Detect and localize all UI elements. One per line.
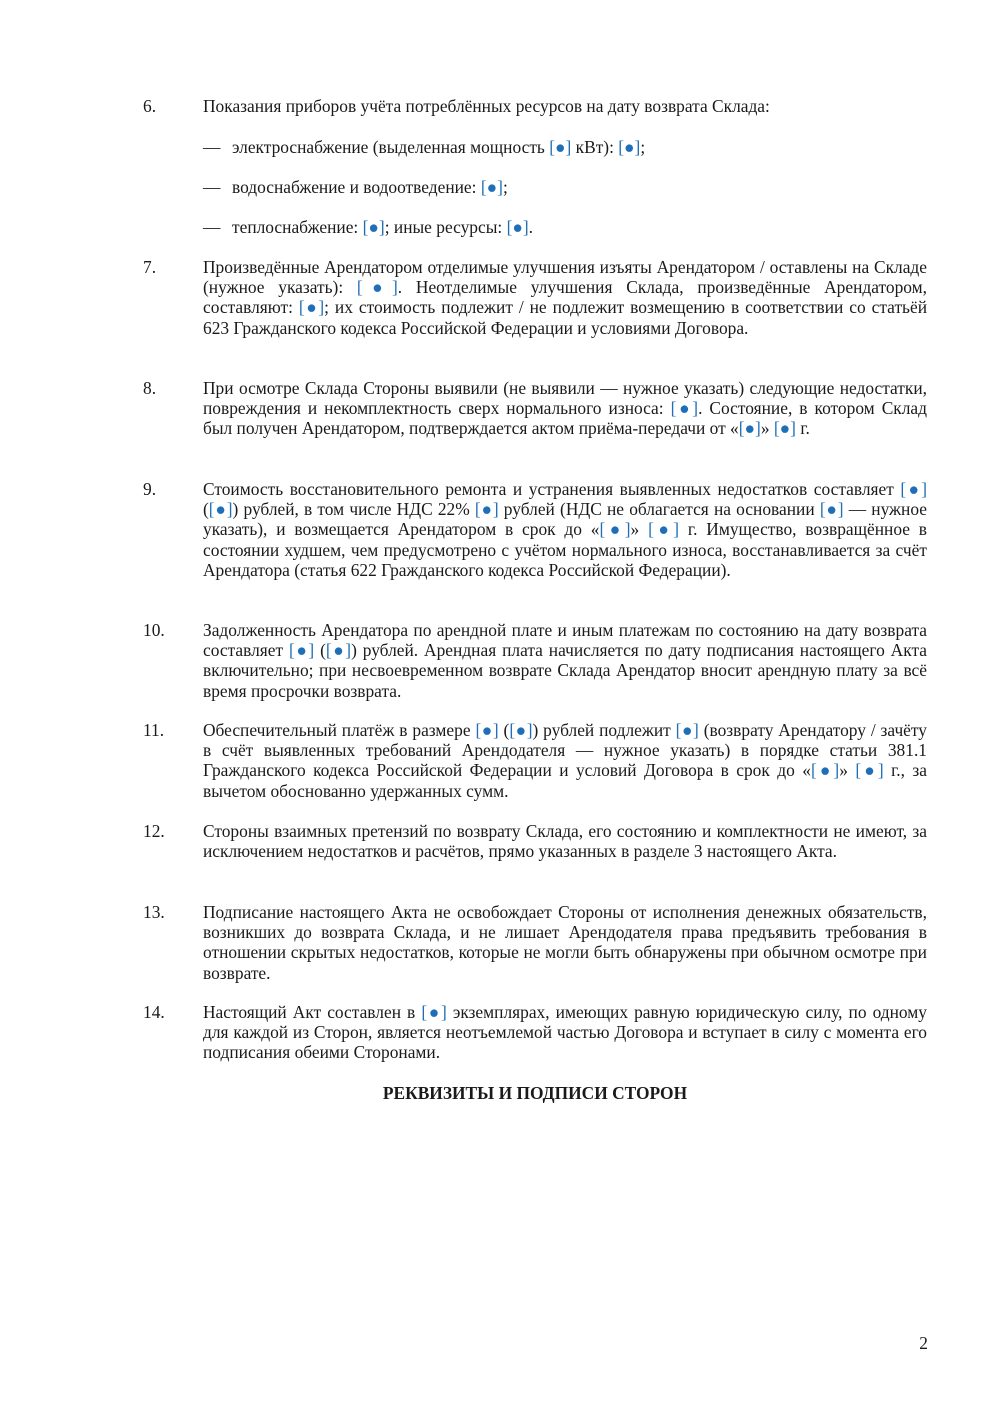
placeholder: [●] xyxy=(549,137,572,157)
clause-number: 10. xyxy=(143,620,165,640)
dash-marker: — xyxy=(203,217,221,237)
placeholder: [●] xyxy=(356,277,398,298)
clause-number: 6. xyxy=(143,96,157,116)
placeholder: [●] xyxy=(421,1002,447,1022)
placeholder: [●] xyxy=(810,760,840,781)
clause-text: Стоимость восстановительного ремонта и устранения выявленных недостатков составляет [●] ([●]) рублей, в том числе НДС 22% [●] рублей (НДС не облагается на основании [●] — нужное указать), и возмещается Арендатором в срок до «[●]» [●] г. Имущество, возвращённое в состоянии худшем, чем предусмотрено с учётом нормального износа, восстанавливается за счёт Арендатора (статья 622 Гражданского кодекса Российской Федерации). xyxy=(203,479,928,580)
placeholder: [●] xyxy=(648,519,680,540)
clause-6-subitem-heat: — теплоснабжение: [●]; иные ресурсы: [●]. xyxy=(203,217,534,237)
clause-text: Обеспечительный платёж в размере [●] ([●]) рублей подлежит [●] (возврату Арендатору / зачёту в счёт выявленных требований Арендодателя — нужное указать) в порядке статьи 381.1 Гражданского кодекса Российской Федерации и условий Договора в срок до «[●]» [●] г., за вычетом обоснованно удержанных сумм. xyxy=(203,720,927,801)
clause-number: 7. xyxy=(143,257,157,277)
clause-6 xyxy=(143,96,927,116)
dash-marker: — xyxy=(203,177,221,197)
clause-8 xyxy=(143,378,927,439)
placeholder: [●] xyxy=(819,499,844,520)
clause-number: 8. xyxy=(143,378,157,398)
placeholder: [●] xyxy=(298,297,325,318)
placeholder: [●] xyxy=(475,720,499,740)
clause-9 xyxy=(143,479,927,580)
clause-text: Подписание настоящего Акта не освобождает Стороны от исполнения денежных обязательств, возникших до возврата Склада, и не лишает Арендодателя права предъявить требования в отношении скрытых недостатков, которые не могли быть обнаружены при обычном осмотре при возврате. xyxy=(203,902,927,983)
placeholder: [●] xyxy=(288,640,315,661)
placeholder: [●] xyxy=(599,519,631,540)
page-number: 2 xyxy=(919,1333,928,1353)
placeholder: [●] xyxy=(738,418,761,439)
clause-6-subitem-water: — водоснабжение и водоотведение: [●]; xyxy=(203,177,508,197)
placeholder: [●] xyxy=(618,137,641,157)
placeholder: [●] xyxy=(675,720,699,740)
clause-number: 12. xyxy=(143,821,165,841)
clause-text: При осмотре Склада Стороны выявили (не выявили — нужное указать) следующие недостатки, повреждения и некомплектность сверх нормального износа: [●]. Состояние, в котором Склад был получен Арендатором, подтверждается актом приёма-передачи от «[●]» [●] г. xyxy=(203,378,927,439)
placeholder: [●] xyxy=(670,398,699,419)
clause-10 xyxy=(143,620,927,701)
placeholder: [●] xyxy=(855,760,884,781)
clause-number: 14. xyxy=(143,1002,165,1022)
clause-text: Произведённые Арендатором отделимые улучшения изъяты Арендатором / оставлены на Складе (нужное указать): [●]. Неотделимые улучшения Склада, произведённые Арендатором, составляют: [●]; их стоимость подлежит / не подлежит возмещению в соответствии со статьёй 623 Гражданского кодекса Российской Федерации и условиями Договора. xyxy=(203,257,927,338)
placeholder: [●] xyxy=(474,499,499,520)
section-heading: РЕКВИЗИТЫ И ПОДПИСИ СТОРОН xyxy=(382,1083,688,1103)
clause-text: Показания приборов учёта потреблённых ресурсов на дату возврата Склада: xyxy=(203,96,770,116)
placeholder: [●] xyxy=(506,217,529,237)
clause-11 xyxy=(143,720,927,801)
dash-marker: — xyxy=(203,137,221,157)
placeholder: [●] xyxy=(509,720,533,740)
placeholder: [●] xyxy=(362,217,385,237)
placeholder: [●] xyxy=(900,479,927,499)
clause-12 xyxy=(143,821,927,861)
clause-number: 13. xyxy=(143,902,165,922)
clause-text: Настоящий Акт составлен в [●] экземплярах, имеющих равную юридическую силу, по одному для каждой из Сторон, является неотъемлемой частью Договора и вступает в силу с момента его подписания обеими Сторонами. xyxy=(203,1002,927,1063)
placeholder: [●] xyxy=(325,640,352,661)
placeholder: [●] xyxy=(773,418,796,439)
placeholder: [●] xyxy=(480,177,503,197)
clause-7 xyxy=(143,257,927,338)
clause-6-subitem-electricity: — электроснабжение (выделенная мощность [●] кВт): [●]; xyxy=(203,137,646,157)
placeholder: [●] xyxy=(208,499,233,520)
clause-13 xyxy=(143,902,927,983)
clause-14 xyxy=(143,1002,927,1063)
clause-number: 9. xyxy=(143,479,157,499)
clause-number: 11. xyxy=(143,720,165,740)
clause-text: Стороны взаимных претензий по возврату Склада, его состоянию и комплектности не имеют, за исключением недостатков и расчётов, прямо указанных в разделе 3 настоящего Акта. xyxy=(203,821,927,862)
clause-text: Задолженность Арендатора по арендной плате и иным платежам по состоянию на дату возврата составляет [●] ([●]) рублей. Арендная плата начисляется по дату подписания настоящего Акта включительно; при несвоевременном возврате Склада Арендатор вносит арендную плату за всё время просрочки возврата. xyxy=(203,620,927,701)
